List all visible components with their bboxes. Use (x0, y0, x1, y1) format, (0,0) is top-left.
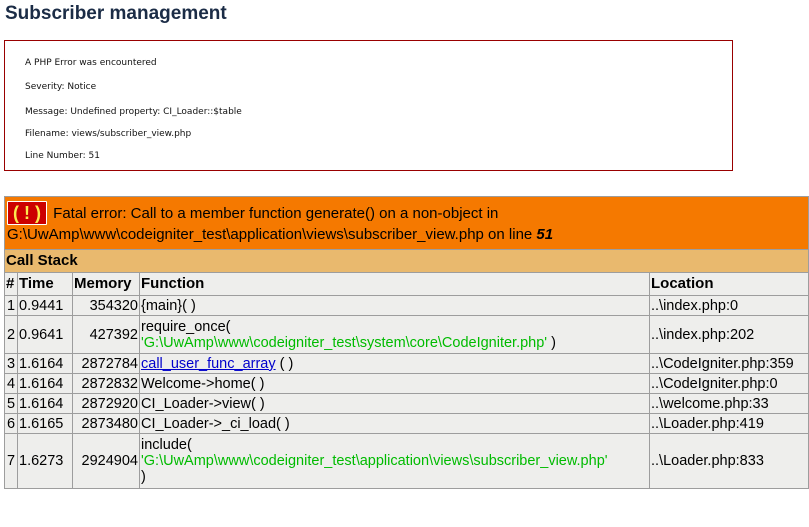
error-message: Message: Undefined property: CI_Loader::$table (25, 107, 242, 117)
function-close: ( ) (275, 355, 294, 372)
row-time: 0.9641 (18, 316, 73, 354)
row-location: ..\CodeIgniter.php:0 (650, 374, 809, 394)
row-number: 5 (5, 394, 18, 414)
php-manual-link[interactable]: call_user_func_array (141, 355, 276, 372)
row-function (140, 316, 650, 354)
row-function: CI_Loader->view( ) (140, 394, 650, 414)
row-time: 1.6273 (18, 434, 73, 489)
row-number: 2 (5, 316, 18, 354)
table-row (5, 434, 809, 489)
row-time: 1.6165 (18, 414, 73, 434)
fatal-error-message (5, 197, 809, 250)
row-memory: 2924904 (73, 434, 140, 489)
row-number: 6 (5, 414, 18, 434)
row-memory: 2872832 (73, 374, 140, 394)
fatal-error-line: 51 (536, 226, 554, 243)
error-heading: A PHP Error was encountered (25, 58, 157, 68)
row-location: ..\Loader.php:833 (650, 434, 809, 489)
row-memory: 2872784 (73, 354, 140, 374)
row-location: ..\index.php:0 (650, 296, 809, 316)
fatal-error-row (5, 197, 809, 250)
row-location: ..\CodeIgniter.php:359 (650, 354, 809, 374)
row-function: CI_Loader->_ci_load( ) (140, 414, 650, 434)
column-header-row (5, 273, 809, 296)
row-function: {main}( ) (140, 296, 650, 316)
row-location: ..\welcome.php:33 (650, 394, 809, 414)
row-time: 1.6164 (18, 394, 73, 414)
call-stack-title: Call Stack (5, 250, 809, 273)
function-close: ) (141, 469, 146, 485)
warning-icon: ( ! ) (7, 201, 47, 225)
col-header-number: # (5, 273, 18, 296)
row-number: 4 (5, 374, 18, 394)
table-row (5, 374, 809, 394)
function-argument: 'G:\UwAmp\www\codeigniter_test\application\views\subscriber_view.php' (141, 453, 608, 469)
error-filename: Filename: views/subscriber_view.php (25, 129, 192, 139)
table-row (5, 414, 809, 434)
table-row (5, 394, 809, 414)
row-function: Welcome->home( ) (140, 374, 650, 394)
fatal-error-text: Fatal error: Call to a member function generate() on a non-object in G:\UwAmp\www\codeigniter_test\application\views\subscriber_view.php on line (7, 205, 533, 243)
row-memory: 2872920 (73, 394, 140, 414)
row-number: 7 (5, 434, 18, 489)
function-name: include( (141, 437, 192, 453)
table-row (5, 316, 809, 354)
row-time: 1.6164 (18, 354, 73, 374)
row-memory: 427392 (73, 316, 140, 354)
table-row (5, 296, 809, 316)
row-function (140, 354, 650, 374)
row-time: 1.6164 (18, 374, 73, 394)
php-error-box (4, 40, 733, 171)
col-header-function: Function (140, 273, 650, 296)
xdebug-error-table (4, 196, 809, 489)
row-time: 0.9441 (18, 296, 73, 316)
error-severity: Severity: Notice (25, 82, 97, 92)
row-location: ..\Loader.php:419 (650, 414, 809, 434)
table-row (5, 354, 809, 374)
row-function (140, 434, 650, 489)
row-location: ..\index.php:202 (650, 316, 809, 354)
call-stack-header (5, 250, 809, 273)
function-name: require_once( (141, 318, 231, 335)
col-header-location: Location (650, 273, 809, 296)
function-argument: 'G:\UwAmp\www\codeigniter_test\system\core\CodeIgniter.php' (141, 334, 548, 351)
row-memory: 354320 (73, 296, 140, 316)
col-header-time: Time (18, 273, 73, 296)
col-header-memory: Memory (73, 273, 140, 296)
row-number: 3 (5, 354, 18, 374)
page-title: Subscriber management (5, 3, 227, 24)
error-line-number: Line Number: 51 (25, 151, 100, 161)
row-memory: 2873480 (73, 414, 140, 434)
row-number: 1 (5, 296, 18, 316)
function-close: ) (547, 334, 556, 351)
